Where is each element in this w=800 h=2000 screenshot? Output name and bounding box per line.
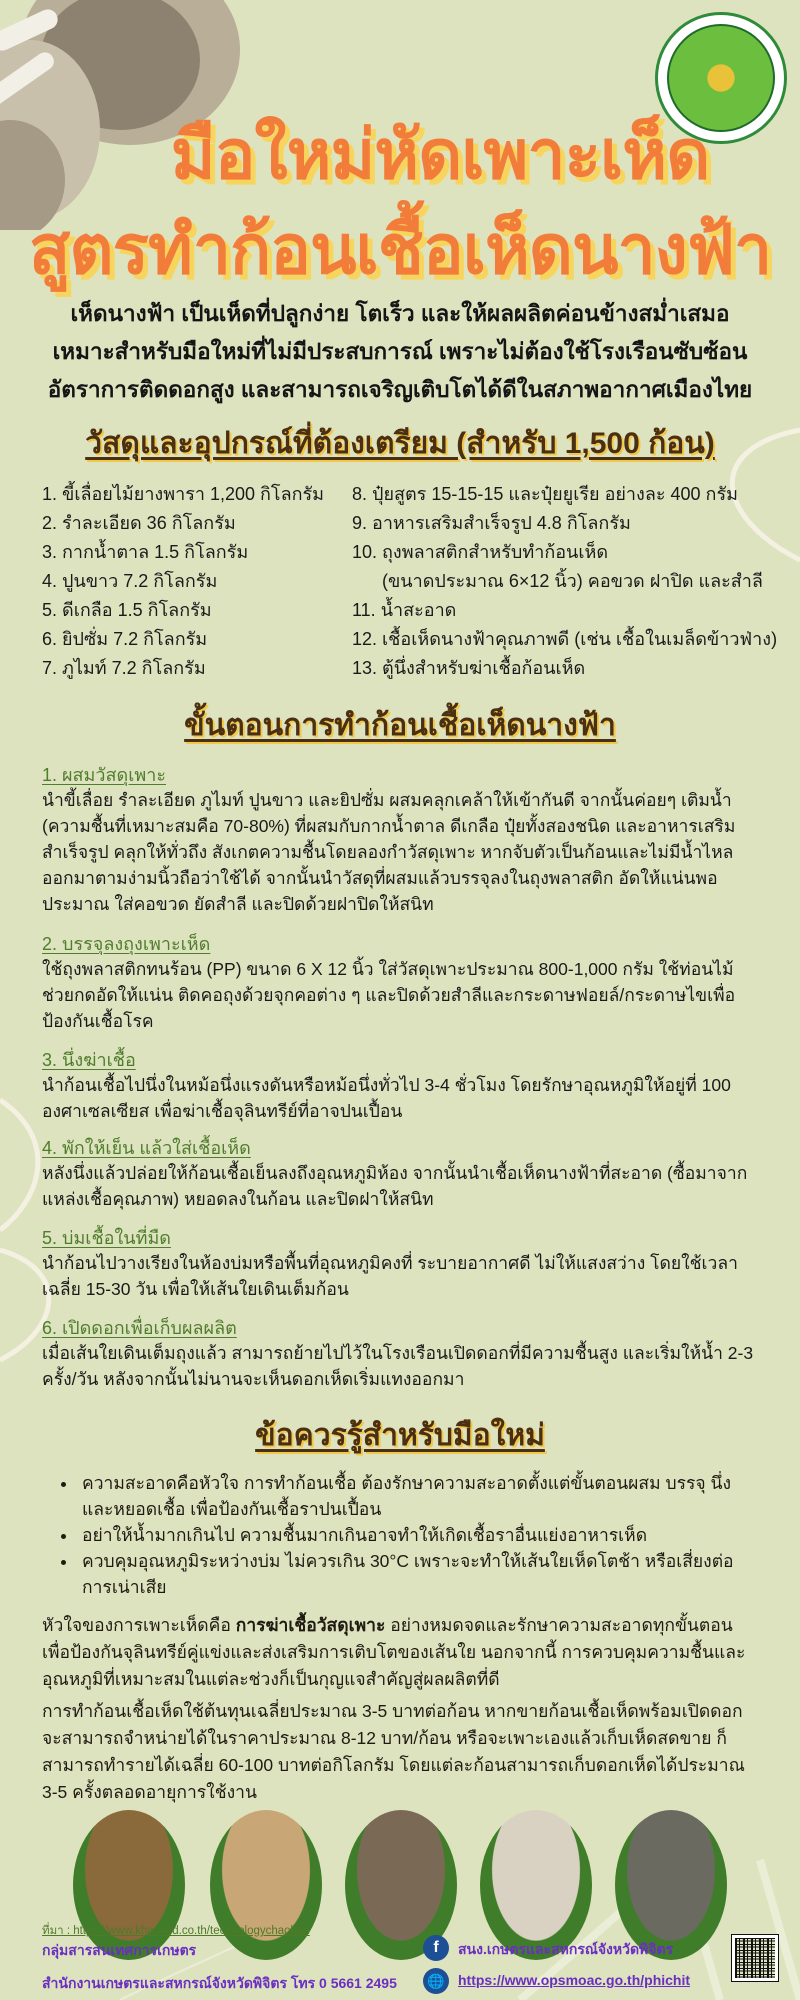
step-body: นำก้อนเชื้อไปนึ่งในหม้อนึ่งแรงดันหรือหม้อนึ่งทั่วไป 3-4 ชั่วโมง โดยรักษาอุณหภูมิให้อยู่ที่ 100 องศาเซลเซียส เพื่อฆ่าเชื้อจุลินทรีย์ที่อาจปนเปื้อน: [42, 1075, 731, 1121]
page-title-line1: มือใหม่หัดเพาะเห็ด: [170, 117, 710, 193]
facebook-icon: f: [423, 1935, 449, 1961]
step-5: [42, 1226, 762, 1302]
step-1: [42, 763, 762, 917]
globe-icon: 🌐: [423, 1968, 449, 1994]
materials-heading: วัสดุและอุปกรณ์ที่ต้องเตรียม (สำหรับ 1,500 ก้อน): [85, 427, 715, 460]
tip-item: • ควบคุมอุณหภูมิระหว่างบ่ม ไม่ควรเกิน 30°C เพราะจะทำให้เส้นใยเห็ดโตช้า หรือเสี่ยงต่อการเน่าเสีย: [78, 1548, 760, 1600]
step-title: 1. ผสมวัสดุเพาะ: [42, 765, 166, 785]
website-link[interactable]: https://www.opsmoac.go.th/phichit: [458, 1972, 691, 1988]
tip-item: • อย่าให้น้ำมากเกินไป ความชื้นมากเกินอาจทำให้เกิดเชื้อราอื่นแย่งอาหารเห็ด: [78, 1522, 760, 1548]
step-body: นำก้อนไปวางเรียงในห้องบ่มหรือพื้นที่อุณหภูมิคงที่ ระบายอากาศดี ไม่ให้แสงสว่าง โดยใช้เวลาเฉลี่ย 15-30 วัน เพื่อให้เส้นใยเดินเต็มก้อน: [42, 1253, 738, 1299]
intro-line: เหมาะสำหรับมือใหม่ที่ไม่มีประสบการณ์ เพราะไม่ต้องใช้โรงเรือนซับซ้อน: [52, 339, 748, 364]
material-item: 13. ตู้นึ่งสำหรับฆ่าเชื้อก้อนเห็ด: [352, 658, 586, 678]
step-2: [42, 932, 762, 1034]
tips-heading: ข้อควรรู้สำหรับมือใหม่: [255, 1419, 545, 1452]
material-item: 12. เชื้อเห็ดนางฟ้าคุณภาพดี (เช่น เชื้อในเมล็ดข้าวฟ่าง): [352, 629, 778, 649]
source-link[interactable]: ที่มา : https://www.khaosod.co.th/technologychaoban: [42, 1925, 310, 1937]
facebook-page-link[interactable]: สนง.เกษตรและสหกรณ์จังหวัดพิจิตร: [458, 1941, 674, 1957]
intro-line: อัตราการติดดอกสูง และสามารถเจริญเติบโตได้ดีในสภาพอากาศเมืองไทย: [47, 377, 753, 402]
material-item: 4. ปูนขาว 7.2 กิโลกรัม: [42, 571, 218, 591]
tips-list: [60, 1470, 760, 1600]
step-6: [42, 1316, 762, 1392]
material-item: 5. ดีเกลือ 1.5 กิโลกรัม: [42, 600, 212, 620]
step-body: นำขี้เลื่อย รำละเอียด ภูไมท์ ปูนขาว และยิปซั่ม ผสมคลุกเคล้าให้เข้ากันดี จากนั้นค่อยๆ เติมน้ำ (ความชื้นที่เหมาะสมคือ 70-80%) ที่ผสมกับกากน้ำตาล ดีเกลือ ปุ๋ยทั้งสองชนิด และอาหารเสริมสำเร็จรูป คลุกให้ทั่วถึง สังเกตความชื้นโดยลองกำวัสดุเพาะ หากจับตัวเป็นก้อนและไม่มีน้ำไหลออกมาตามง่ามนิ้วถือว่าใช้ได้ จากนั้นนำวัสดุที่ผสมแล้วบรรจุลงในถุงพลาสติก อัดให้แน่นพอประมาณ ใส่คอขวด ยัดสำลี และปิดด้วยฝาปิดให้สนิท: [42, 790, 736, 914]
step-4: [42, 1136, 762, 1212]
page-title-line2: สูตรทำก้อนเชื้อเห็ดนางฟ้า: [28, 212, 772, 288]
material-item: 7. ภูไมท์ 7.2 กิโลกรัม: [42, 658, 206, 678]
step-title: 6. เปิดดอกเพื่อเก็บผลผลิต: [42, 1318, 237, 1338]
photo-harvest-basket: [615, 1810, 727, 1960]
material-item: 9. อาหารเสริมสำเร็จรูป 4.8 กิโลกรัม: [352, 513, 631, 533]
material-item: 6. ยิปซั่ม 7.2 กิโลกรัม: [42, 629, 208, 649]
office-contact: สำนักงานเกษตรและสหกรณ์จังหวัดพิจิตร โทร 0 5661 2495: [42, 1975, 397, 1991]
steps-heading: ขั้นตอนการทำก้อนเชื้อเห็ดนางฟ้า: [184, 709, 616, 742]
step-title: 4. พักให้เย็น แล้วใส่เชื้อเห็ด: [42, 1138, 251, 1158]
intro-line: เห็ดนางฟ้า เป็นเห็ดที่ปลูกง่าย โตเร็ว และให้ผลผลิตค่อนข้างสม่ำเสมอ: [70, 301, 730, 326]
material-item: 11. น้ำสะอาด: [352, 600, 457, 620]
summary-paragraph-2: การทำก้อนเชื้อเห็ดใช้ต้นทุนเฉลี่ยประมาณ 3-5 บาทต่อก้อน หากขายก้อนเชื้อเห็ดพร้อมเปิดดอก จะสามารถจำหน่ายได้ในราคาประมาณ 8-12 บาท/ก้อน หรือจะเพาะเองแล้วเก็บเห็ดสดขาย ก็สามารถทำรายได้เฉลี่ย 60-100 บาทต่อกิโลกรัม โดยแต่ละก้อนสามารถเก็บดอกเห็ดได้ประมาณ 3-5 ครั้งตลอดอายุการใช้งาน: [42, 1701, 745, 1802]
step-body: ใช้ถุงพลาสติกทนร้อน (PP) ขนาด 6 X 12 นิ้ว ใส่วัสดุเพาะประมาณ 800-1,000 กรัม ใช้ท่อนไม้ช่วยกดอัดให้แน่น ติดคอถุงด้วยจุกคอต่าง ๆ และปิดด้วยสำลีและกระดาษฟอยล์/กระดาษไขเพื่อป้องกันเชื้อโรค: [42, 959, 736, 1031]
qr-code[interactable]: [732, 1935, 778, 1981]
material-item-continued: (ขนาดประมาณ 6×12 นิ้ว) คอขวด ฝาปิด และสำลี: [382, 571, 763, 591]
material-item: 2. รำละเอียด 36 กิโลกรัม: [42, 513, 236, 533]
summary-emphasis: การฆ่าเชื้อวัสดุเพาะ: [235, 1615, 386, 1635]
material-item: 1. ขี้เลื่อยไม้ยางพารา 1,200 กิโลกรัม: [42, 484, 325, 504]
step-3: [42, 1048, 762, 1124]
department-group: กลุ่มสารสนเทศการเกษตร: [42, 1942, 197, 1958]
step-title: 2. บรรจุลงถุงเพาะเห็ด: [42, 934, 211, 954]
step-body: หลังนึ่งแล้วปล่อยให้ก้อนเชื้อเย็นลงถึงอุณหภูมิห้อง จากนั้นนำเชื้อเห็ดนางฟ้าที่สะอาด (ซื้อมาจากแหล่งเชื้อคุณภาพ) หยอดลงในก้อน และปิดฝาให้สนิท: [42, 1163, 748, 1209]
material-item: 10. ถุงพลาสติกสำหรับทำก้อนเห็ด: [352, 542, 609, 562]
step-title: 3. นึ่งฆ่าเชื้อ: [42, 1050, 136, 1070]
material-item: 8. ปุ๋ยสูตร 15-15-15 และปุ๋ยยูเรีย อย่างละ 400 กรัม: [352, 484, 738, 504]
summary-text: หัวใจของการเพาะเห็ดคือ: [42, 1615, 236, 1635]
summary-text: อย่างหมดจดและรักษาความสะอาดทุกขั้นตอน เพื่อป้องกันจุลินทรีย์คู่แข่งและส่งเสริมการเติบโตของเส้นใย นอกจากนี้ การควบคุมความชื้นและอุณหภูมิที่เหมาะสมในแต่ละช่วงก็เป็นกุญแจสำคัญสู่ผลผลิตที่ดี: [42, 1615, 746, 1689]
photo-mushroom-cluster: [480, 1810, 592, 1960]
materials-list-left: [42, 480, 342, 683]
step-title: 5. บ่มเชื้อในที่มืด: [42, 1228, 171, 1248]
materials-list-right: [352, 480, 782, 683]
tip-item: • ความสะอาดคือหัวใจ การทำก้อนเชื้อ ต้องรักษาความสะอาดตั้งแต่ขั้นตอนผสม บรรจุ นึ่ง และหยอดเชื้อ เพื่อป้องกันเชื้อราปนเปื้อน: [78, 1470, 760, 1522]
step-body: เมื่อเส้นใยเดินเต็มถุงแล้ว สามารถย้ายไปไว้ในโรงเรือนเปิดดอกที่มีความชื้นสูง และเริ่มให้น้ำ 2-3 ครั้ง/วัน หลังจากนั้นไม่นานจะเห็นดอกเห็ดเริ่มแทงออกมา: [42, 1343, 754, 1389]
material-item: 3. กากน้ำตาล 1.5 กิโลกรัม: [42, 542, 249, 562]
summary-paragraph-1: [42, 1612, 762, 1693]
intro-paragraph: [40, 295, 760, 409]
